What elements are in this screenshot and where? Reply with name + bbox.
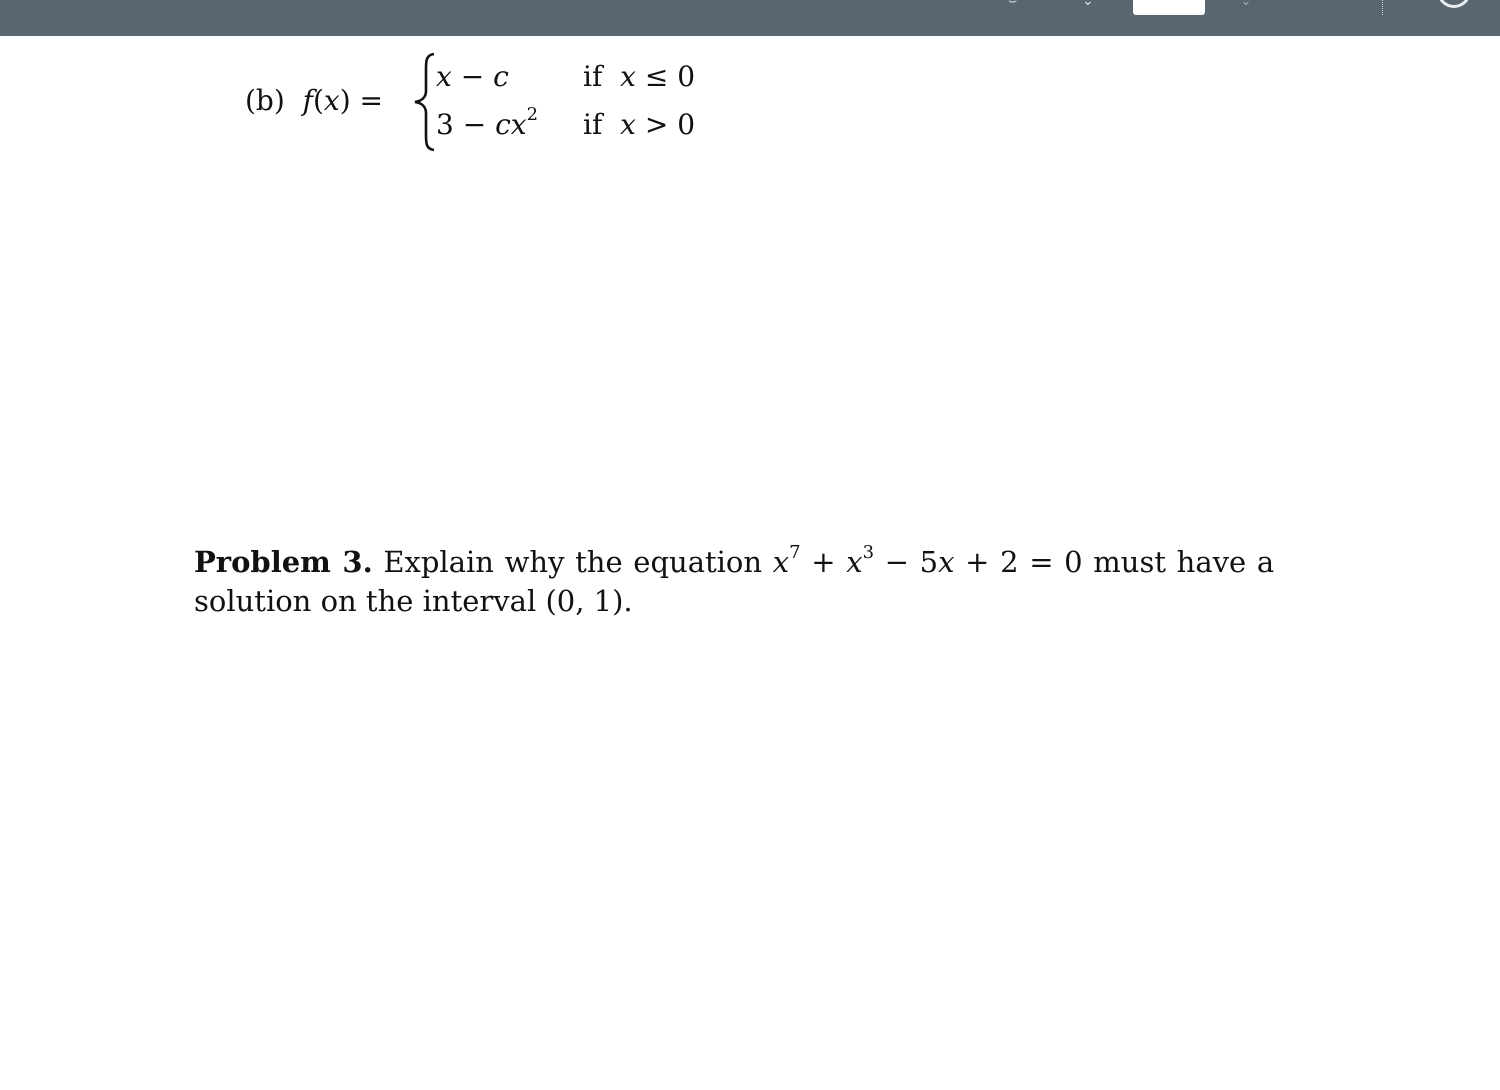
case-1-condition: if x ≤ 0 [583, 60, 696, 93]
chevron-down-icon[interactable]: ⌄ [1082, 0, 1094, 9]
left-brace-icon [412, 51, 438, 153]
viewer-toolbar [0, 0, 1500, 36]
function-variable: x [323, 84, 340, 117]
problem-equation: $x^7 + x^3 - 5x + 2 = 0$ [772, 542, 1083, 579]
circle-icon[interactable] [1437, 0, 1471, 8]
problem-3: Problem 3. Explain why the equation $x^7 + x^3 - 5x + 2 = 0$ must have a solution on the interval (0, 1). [194, 542, 1275, 618]
function-name: f [302, 84, 313, 117]
problem-interval: (0, 1) [545, 584, 624, 618]
equals-sign: = [359, 84, 383, 117]
part-b-lhs: (b) f(x) = [245, 84, 383, 117]
toolbar-icon[interactable]: ⌣ [1008, 0, 1018, 9]
problem-text-after: must have a solution on the interval [194, 545, 1275, 618]
problem-heading: Problem 3. [194, 545, 373, 579]
part-b-label: (b) [245, 84, 285, 117]
case-1-expression: x − c [436, 60, 509, 93]
case-2-expression: $3 - cx^2$ [436, 104, 539, 141]
page-number-input[interactable] [1133, 0, 1205, 15]
case-2-condition: if x > 0 [583, 108, 696, 141]
toolbar-divider [1382, 0, 1383, 15]
problem-text-before: Explain why the equation [383, 545, 763, 579]
chevron-icon[interactable]: ⌄ [1240, 0, 1252, 9]
